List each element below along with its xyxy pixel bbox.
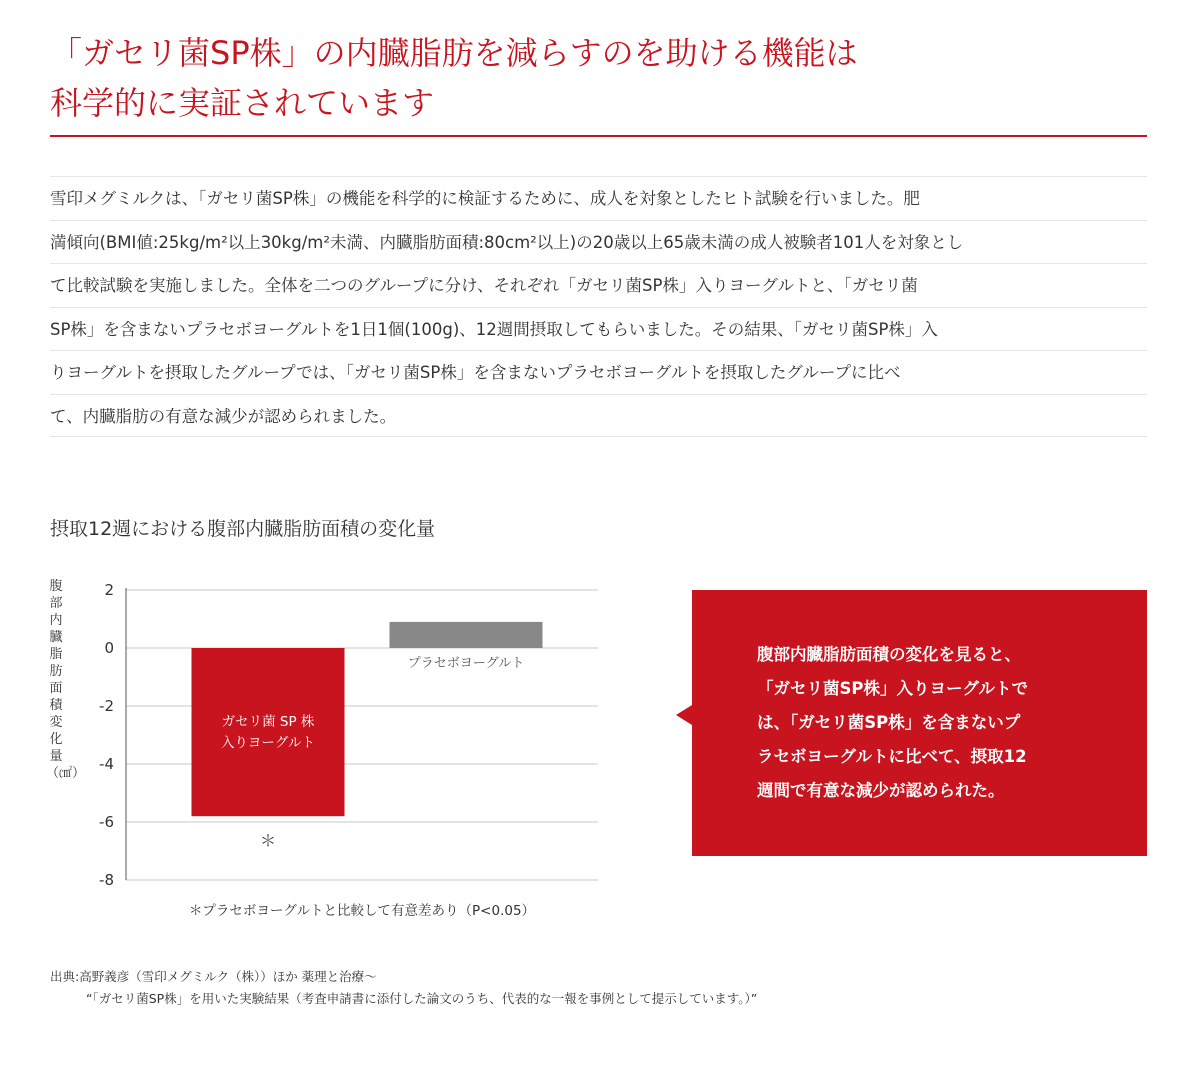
callout-arrow	[676, 705, 692, 725]
body-line: て、内臓脂肪の有意な減少が認められました。	[50, 394, 1147, 438]
headline-line-1: 「ガセリ菌SP株」の内臓脂肪を減らすのを助ける機能は	[50, 34, 858, 72]
body-line: SP株」を含まないプラセボヨーグルトを1日1個(100g)、12週間摂取してもらいました。その結果、「ガセリ菌SP株」入	[50, 307, 1147, 351]
bar-test-yogurt	[192, 648, 345, 816]
body-line: 雪印メグミルクは、「ガセリ菌SP株」の機能を科学的に検証するために、成人を対象としたヒト試験を行いました。肥	[50, 176, 1147, 220]
y-tick-label: -8	[99, 871, 114, 889]
y-tick-label: 2	[104, 581, 114, 599]
body-line: 満傾向(BMI値:25kg/m²以上30kg/m²未満、内臓脂肪面積:80cm²以上)の20歳以上65歳未満の成人被験者101人を対象とし	[50, 220, 1147, 264]
y-tick-label: -4	[99, 755, 114, 773]
callout-text	[757, 638, 1087, 808]
source-line-2: “「ガセリ菌SP株」を用いた実験結果（考査申請書に添付した論文のうち、代表的な一報を事例として提示しています。）”	[86, 991, 758, 1006]
body-line: て比較試験を実施しました。全体を二つのグループに分け、それぞれ「ガセリ菌SP株」入りヨーグルトと、「ガセリ菌	[50, 263, 1147, 307]
callout-line: は、「ガセリ菌SP株」を含まないプ	[757, 713, 1021, 732]
bar-placebo-yogurt	[390, 622, 543, 648]
y-tick-label: -6	[99, 813, 114, 831]
bar-label: 入りヨーグルト	[220, 735, 316, 751]
significance-mark: ＊	[259, 831, 277, 850]
source-line-1: 出典:高野義彦（雪印メグミルク（株））ほか 薬理と治療～	[50, 969, 377, 984]
chart-title: 摂取12週における腹部内臓脂肪面積の変化量	[50, 518, 436, 540]
placebo-label: プラセボヨーグルト	[407, 656, 525, 671]
callout-line: 腹部内臓脂肪面積の変化を見ると、	[757, 645, 1021, 664]
y-tick-label: -2	[99, 697, 114, 715]
headline-line-2: 科学的に実証されています	[50, 84, 435, 122]
body-line: りヨーグルトを摂取したグループでは、「ガセリ菌SP株」を含まないプラセボヨーグルトを摂取したグループに比べ	[50, 350, 1147, 394]
chart-footnote: ＊プラセボヨーグルトと比較して有意差あり（P<0.05）	[188, 903, 536, 919]
y-axis-label: 腹部内臓脂肪面積変化量（㎠）	[46, 579, 86, 781]
bar-label: ガセリ菌 SP 株	[221, 714, 315, 730]
callout-line: ラセボヨーグルトに比べて、摂取12	[757, 747, 1027, 766]
callout-line: 週間で有意な減少が認められた。	[757, 781, 1005, 800]
callout-line: 「ガセリ菌SP株」入りヨーグルトで	[757, 679, 1028, 698]
y-tick-label: 0	[104, 639, 114, 657]
source-citation	[50, 966, 1150, 1010]
